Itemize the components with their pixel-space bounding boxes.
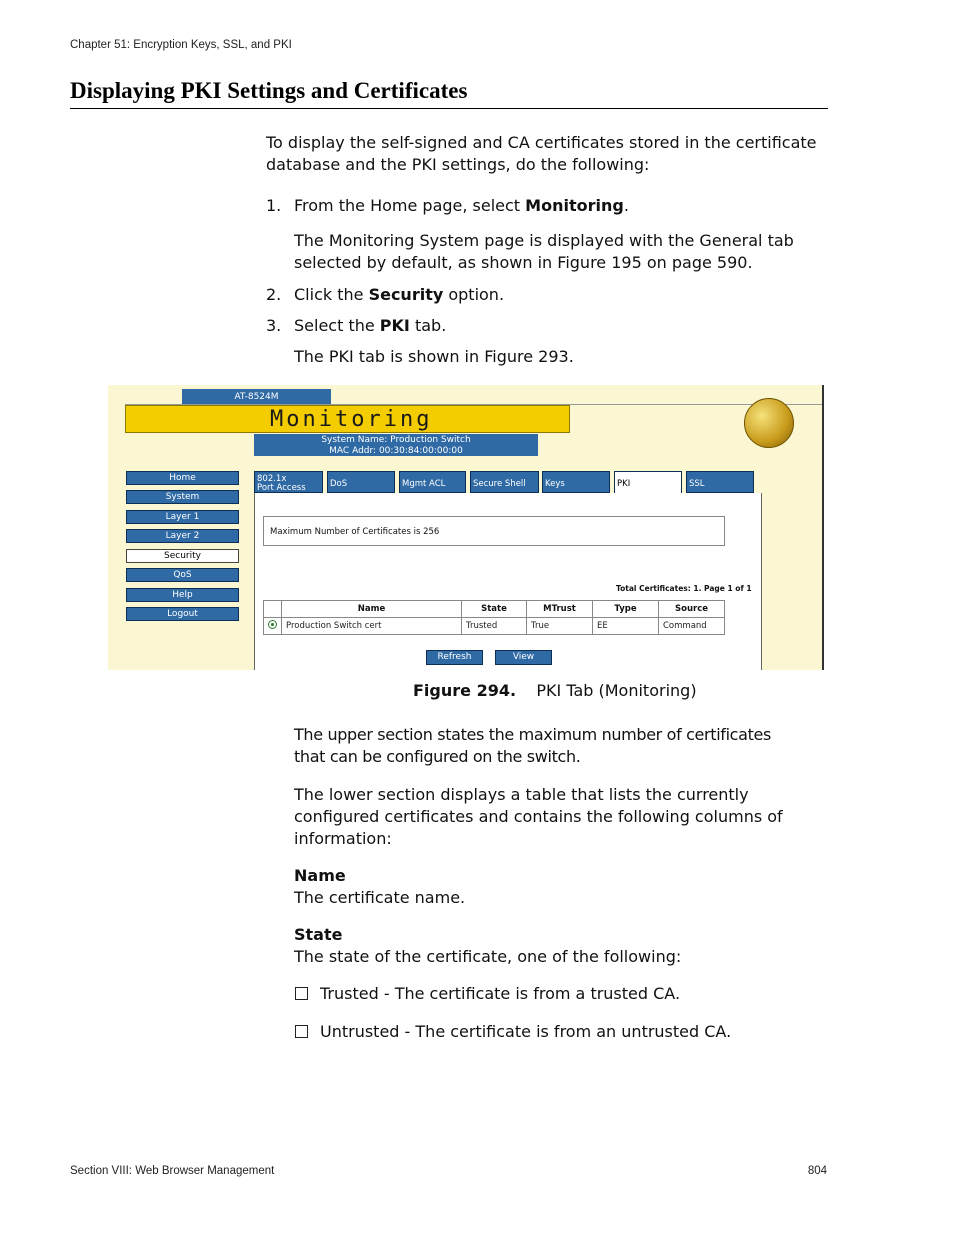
intro-paragraph: To display the self-signed and CA certificates stored in the certificate database and the PKI settings, do the following:: [266, 133, 817, 174]
bullet-trusted: Trusted - The certificate is from a trusted CA.: [295, 983, 680, 1005]
checkbox-bullet-icon: [295, 1025, 308, 1038]
title-rule: [70, 108, 828, 109]
total-certificates: Total Certificates: 1. Page 1 of 1: [616, 584, 752, 593]
table-row: [264, 618, 725, 635]
step-2-number: 2.: [266, 285, 282, 304]
step-2: Click the Security option.: [294, 285, 505, 304]
cell-name: Production Switch cert: [282, 618, 462, 635]
tab-label-line2: Port Access: [257, 483, 306, 493]
nav-home-button[interactable]: Home: [126, 471, 239, 485]
monitoring-banner: Monitoring: [125, 405, 570, 433]
desc-name: The certificate name.: [294, 888, 466, 907]
step-1-number: 1.: [266, 196, 282, 215]
step-3-number: 3.: [266, 316, 282, 335]
certificate-table: [263, 600, 725, 635]
upper-section-paragraph: The upper section states the maximum number of certificates that can be configured on the switch.: [294, 725, 771, 766]
nav-security-button[interactable]: Security: [126, 549, 239, 563]
max-certificates-box: Maximum Number of Certificates is 256: [263, 516, 725, 546]
row-radio-button[interactable]: [268, 620, 277, 629]
cell-mtrust: True: [527, 618, 593, 635]
column-header-state: State: [462, 601, 527, 618]
view-button[interactable]: View: [495, 650, 552, 665]
tab-secure-shell[interactable]: Secure Shell: [470, 471, 539, 493]
nav-layer2-button[interactable]: Layer 2: [126, 529, 239, 543]
column-header-name: Name: [282, 601, 462, 618]
desc-state: The state of the certificate, one of the following:: [294, 947, 682, 966]
refresh-button[interactable]: Refresh: [426, 650, 483, 665]
checkbox-bullet-icon: [295, 987, 308, 1000]
cell-type: EE: [593, 618, 659, 635]
select-column-header: [264, 601, 282, 618]
tab-pki[interactable]: PKI: [614, 471, 682, 493]
system-info: [254, 434, 538, 456]
column-header-mtrust: MTrust: [527, 601, 593, 618]
lower-section-paragraph: The lower section displays a table that lists the currently configured certificates and contains the following columns of information:: [294, 785, 783, 848]
mac-address: MAC Addr: 00:30:84:00:00:00: [329, 445, 463, 456]
footer-section: Section VIII: Web Browser Management: [70, 1165, 275, 1177]
step-3: Select the PKI tab.: [294, 316, 447, 335]
step-3-note: The PKI tab is shown in Figure 293.: [294, 347, 574, 366]
figure-caption: Figure 294. PKI Tab (Monitoring): [413, 681, 697, 700]
cell-state: Trusted: [462, 618, 527, 635]
tab-dos[interactable]: DoS: [327, 471, 395, 493]
system-name: System Name: Production Switch: [321, 435, 471, 445]
page-number: 804: [807, 1165, 827, 1177]
table-header-row: [264, 601, 725, 618]
tab-label: 802.1x: [257, 474, 287, 484]
step-1: From the Home page, select Monitoring.: [294, 196, 629, 215]
tab-mgmt-acl[interactable]: Mgmt ACL: [399, 471, 466, 493]
running-header: Chapter 51: Encryption Keys, SSL, and PKI: [70, 39, 292, 51]
column-header-source: Source: [659, 601, 725, 618]
row-select-cell: [264, 618, 282, 635]
column-header-type: Type: [593, 601, 659, 618]
section-title: Displaying PKI Settings and Certificates: [70, 78, 468, 103]
nav-layer1-button[interactable]: Layer 1: [126, 510, 239, 524]
nav-help-button[interactable]: Help: [126, 588, 239, 602]
tab-keys[interactable]: Keys: [542, 471, 610, 493]
tab-8021x-port-access[interactable]: [254, 471, 323, 493]
step-1-note: The Monitoring System page is displayed with the General tab selected by default, as shown in Figure 195 on page 590.: [294, 231, 794, 272]
frame-border: [822, 385, 824, 670]
tab-ssl[interactable]: SSL: [686, 471, 754, 493]
nav-system-button[interactable]: System: [126, 490, 239, 504]
term-state: State: [294, 925, 343, 944]
nav-qos-button[interactable]: QoS: [126, 568, 239, 582]
cell-source: Command: [659, 618, 725, 635]
term-name: Name: [294, 866, 346, 885]
definition-state: [294, 924, 681, 968]
pki-tab-screenshot: [108, 385, 824, 670]
definition-name: [294, 865, 465, 909]
nav-logout-button[interactable]: Logout: [126, 607, 239, 621]
model-label: AT-8524M: [182, 389, 331, 405]
bullet-untrusted: Untrusted - The certificate is from an untrusted CA.: [295, 1021, 731, 1043]
globe-logo-icon: [744, 398, 794, 448]
